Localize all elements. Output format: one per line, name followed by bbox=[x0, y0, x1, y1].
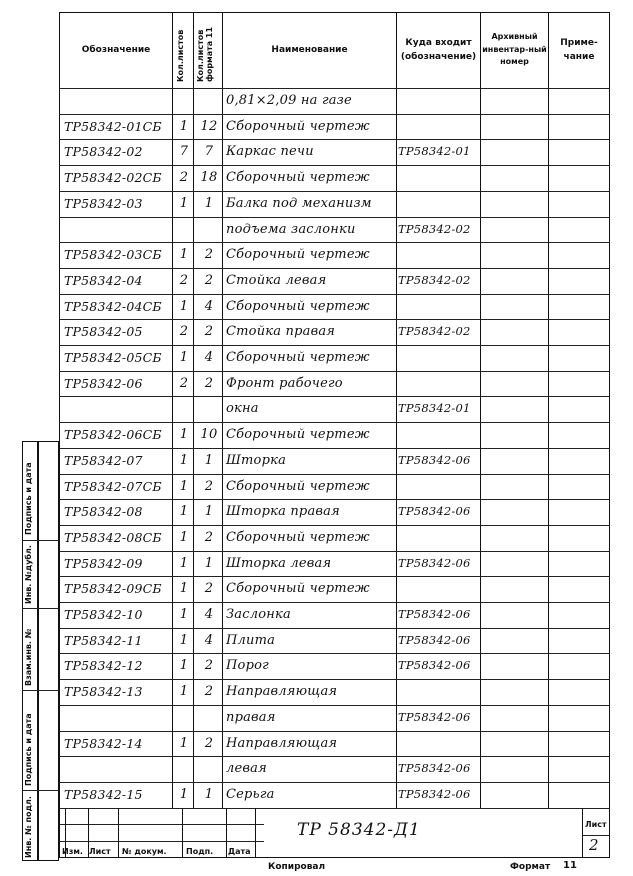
cell-parent bbox=[398, 423, 478, 446]
cell-name: Балка под механизм bbox=[226, 195, 372, 211]
cell-n1: 1 bbox=[179, 581, 189, 597]
cell-parent bbox=[398, 372, 478, 395]
side-label-inv-dup: Инв. №дубл. bbox=[24, 545, 33, 604]
cell-n1: 1 bbox=[179, 195, 189, 211]
cell-n2 bbox=[197, 89, 221, 112]
cell-code: ТР58342-06 bbox=[64, 375, 143, 391]
cell-n1: 1 bbox=[179, 118, 189, 134]
cell-parent: ТР58342-06 bbox=[398, 504, 471, 519]
cell-name: правая bbox=[226, 709, 276, 725]
stamp-line bbox=[59, 824, 264, 825]
stamp-divider bbox=[226, 808, 227, 858]
cell-name: Сборочный чертеж bbox=[226, 427, 370, 443]
cell-n2: 4 bbox=[204, 632, 214, 648]
cell-n2 bbox=[197, 706, 221, 729]
cell-n1: 1 bbox=[179, 427, 189, 443]
side-divider bbox=[22, 608, 59, 609]
stamp-divider bbox=[118, 808, 119, 858]
cell-n1: 2 bbox=[179, 375, 189, 391]
cell-name: Заслонка bbox=[226, 607, 291, 622]
cell-parent bbox=[398, 680, 478, 703]
footer-format-label: Формат bbox=[510, 862, 551, 872]
stamp-podp: Подп. bbox=[186, 847, 214, 856]
cell-n2 bbox=[197, 218, 221, 241]
stamp-sheet-no: 2 bbox=[589, 836, 600, 854]
stamp-doc-no: № докум. bbox=[122, 847, 167, 856]
side-label-inv-orig: Инв. № подл. bbox=[24, 796, 33, 858]
cell-code: ТР58342-02 bbox=[64, 144, 143, 160]
cell-n2: 2 bbox=[204, 478, 214, 494]
stamp-date: Дата bbox=[228, 847, 251, 856]
stamp-sheet-label: Лист bbox=[585, 820, 607, 829]
cell-n1 bbox=[176, 757, 192, 780]
cell-code: ТР58342-09СБ bbox=[64, 581, 162, 597]
footer-format-value: 11 bbox=[563, 860, 577, 871]
cell-name: Фронт рабочего bbox=[226, 375, 343, 391]
cell-n2: 2 bbox=[204, 272, 214, 288]
cell-n1: 1 bbox=[179, 452, 189, 468]
cell-code: ТР58342-12 bbox=[64, 658, 143, 674]
cell-n1: 1 bbox=[179, 735, 189, 751]
cell-parent bbox=[398, 526, 478, 549]
cell-n1: 7 bbox=[179, 144, 189, 160]
header-sheets-format: Кол.листов формата 11 bbox=[196, 26, 214, 82]
cell-name: Шторка bbox=[226, 452, 287, 468]
cell-parent bbox=[398, 192, 478, 215]
cell-name: левая bbox=[226, 761, 267, 777]
cell-parent bbox=[398, 577, 478, 600]
cell-parent: ТР58342-06 bbox=[398, 786, 471, 801]
cell-name: Стойка правая bbox=[226, 324, 336, 340]
cell-code: ТР58342-04 bbox=[64, 272, 143, 288]
cell-code: ТР58342-08СБ bbox=[64, 529, 162, 545]
cell-n2: 2 bbox=[204, 581, 214, 597]
side-label-sign-date-bottom: Подпись и дата bbox=[24, 713, 33, 786]
cell-parent: ТР58342-06 bbox=[398, 761, 471, 776]
header-name: Наименование bbox=[271, 44, 348, 55]
cell-code: ТР58342-03 bbox=[64, 195, 143, 211]
stamp-divider bbox=[255, 808, 256, 858]
cell-n1: 2 bbox=[179, 324, 189, 340]
stamp-line bbox=[59, 841, 264, 842]
cell-name: Сборочный чертеж bbox=[226, 298, 370, 314]
footer-copied: Копировал bbox=[268, 862, 326, 872]
cell-n1: 1 bbox=[179, 555, 189, 571]
cell-n2: 2 bbox=[204, 529, 214, 545]
cell-n1 bbox=[176, 397, 192, 420]
cell-name: Направляющая bbox=[226, 735, 338, 751]
cell-parent bbox=[398, 346, 478, 369]
cell-n1 bbox=[176, 706, 192, 729]
cell-n2: 2 bbox=[204, 247, 214, 263]
cell-parent: ТР58342-06 bbox=[398, 607, 471, 621]
cell-n2: 2 bbox=[204, 684, 214, 700]
cell-n1 bbox=[176, 89, 192, 112]
side-label-sign-date-top: Подпись и дата bbox=[24, 462, 33, 535]
stamp-list: Лист bbox=[89, 847, 111, 856]
cell-name: Шторка левая bbox=[226, 555, 332, 571]
cell-code: ТР58342-05СБ bbox=[64, 350, 162, 365]
cell-n1: 1 bbox=[179, 298, 189, 314]
cell-code: ТР58342-11 bbox=[64, 632, 143, 648]
cell-name: Плита bbox=[226, 632, 276, 648]
header-archive: Архивный инвентар-ный номер bbox=[482, 31, 547, 67]
cell-parent: ТР58342-01 bbox=[398, 144, 471, 159]
cell-n1 bbox=[176, 218, 192, 241]
cell-n1: 1 bbox=[179, 658, 189, 674]
cell-code: ТР58342-07СБ bbox=[64, 478, 162, 494]
cell-parent: ТР58342-01 bbox=[398, 401, 471, 416]
cell-parent bbox=[398, 732, 478, 755]
cell-parent: ТР58342-02 bbox=[398, 324, 471, 339]
cell-parent bbox=[398, 295, 478, 318]
cell-n1: 1 bbox=[179, 607, 189, 622]
cell-n1: 1 bbox=[179, 350, 189, 365]
cell-parent: ТР58342-06 bbox=[398, 452, 471, 467]
cell-n2: 4 bbox=[204, 607, 214, 622]
cell-code: ТР58342-03СБ bbox=[64, 247, 162, 263]
cell-code bbox=[64, 218, 172, 241]
cell-parent: ТР58342-06 bbox=[398, 632, 471, 647]
cell-parent: ТР58342-06 bbox=[398, 709, 471, 724]
cell-n1: 2 bbox=[179, 272, 189, 288]
cell-n2: 2 bbox=[204, 658, 214, 674]
cell-n1: 1 bbox=[179, 247, 189, 263]
cell-n2 bbox=[197, 397, 221, 420]
cell-code: ТР58342-15 bbox=[64, 786, 143, 802]
cell-name: окна bbox=[226, 401, 259, 417]
header-used-in: Куда входит (обозначение) bbox=[400, 37, 477, 62]
cell-code: ТР58342-06СБ bbox=[64, 427, 162, 443]
cell-n2: 2 bbox=[204, 324, 214, 340]
header-sheets-count: Кол.листов bbox=[176, 29, 185, 82]
col-divider bbox=[193, 12, 194, 808]
cell-name: Сборочный чертеж bbox=[226, 170, 370, 186]
cell-name: Сборочный чертеж bbox=[226, 529, 370, 545]
cell-parent: ТР58342-06 bbox=[398, 658, 471, 673]
cell-code bbox=[64, 89, 172, 112]
side-label-replace-inv: Взам.инв. № bbox=[24, 628, 33, 686]
cell-parent: ТР58342-02 bbox=[398, 272, 471, 287]
side-divider bbox=[22, 690, 59, 691]
cell-code: ТР58342-14 bbox=[64, 735, 143, 751]
stamp-divider bbox=[582, 808, 583, 858]
cell-parent bbox=[398, 243, 478, 266]
cell-code: ТР58342-04СБ bbox=[64, 298, 162, 314]
cell-parent bbox=[398, 166, 478, 189]
cell-n2: 1 bbox=[204, 195, 214, 211]
cell-name: Шторка правая bbox=[226, 504, 340, 520]
stamp-top-line bbox=[59, 808, 610, 809]
cell-n2: 2 bbox=[204, 375, 214, 391]
cell-code: ТР58342-09 bbox=[64, 555, 143, 571]
col-divider bbox=[222, 12, 223, 808]
stamp-izm: Изм. bbox=[62, 847, 83, 856]
cell-code: ТР58342-05 bbox=[64, 324, 143, 340]
cell-code: ТР58342-08 bbox=[64, 504, 143, 520]
col-divider bbox=[548, 12, 549, 808]
cell-parent bbox=[398, 89, 478, 112]
side-divider bbox=[22, 540, 59, 541]
cell-n2: 2 bbox=[204, 735, 214, 751]
cell-name: Стойка левая bbox=[226, 272, 327, 288]
cell-name: Порог bbox=[226, 658, 269, 674]
cell-parent: ТР58342-02 bbox=[398, 221, 471, 236]
cell-code bbox=[64, 706, 172, 729]
cell-n2: 1 bbox=[204, 452, 214, 468]
cell-n2: 12 bbox=[200, 118, 218, 134]
cell-n1: 1 bbox=[179, 478, 189, 494]
cell-parent: ТР58342-06 bbox=[398, 555, 471, 570]
cell-n2: 1 bbox=[204, 555, 214, 571]
cell-name: Сборочный чертеж bbox=[226, 350, 370, 365]
col-divider bbox=[480, 12, 481, 808]
cell-name: Каркас печи bbox=[226, 144, 314, 160]
cell-n2: 4 bbox=[204, 298, 214, 314]
cell-name: Серьга bbox=[226, 786, 275, 802]
cell-n2: 1 bbox=[204, 786, 214, 802]
cell-n2: 10 bbox=[200, 427, 218, 443]
cell-name: Сборочный чертеж bbox=[226, 247, 370, 263]
cell-name: 0,81×2,09 на газе bbox=[226, 93, 352, 108]
cell-n2: 7 bbox=[204, 144, 214, 160]
cell-code: ТР58342-07 bbox=[64, 452, 143, 468]
header-designation: Обозначение bbox=[81, 44, 151, 55]
cell-code: ТР58342-02СБ bbox=[64, 170, 162, 186]
cell-code: ТР58342-10 bbox=[64, 607, 143, 622]
cell-n2: 4 bbox=[204, 350, 214, 365]
col-divider bbox=[396, 12, 397, 808]
cell-n1: 2 bbox=[179, 170, 189, 186]
cell-code: ТР58342-13 bbox=[64, 684, 143, 700]
doc-code: ТР 58342-Д1 bbox=[297, 820, 421, 840]
cell-n2: 1 bbox=[204, 504, 214, 520]
cell-parent bbox=[398, 475, 478, 498]
cell-name: Сборочный чертеж bbox=[226, 581, 370, 597]
cell-parent bbox=[398, 115, 478, 138]
stamp-divider bbox=[182, 808, 183, 858]
cell-code bbox=[64, 397, 172, 420]
cell-n1: 1 bbox=[179, 529, 189, 545]
cell-n1: 1 bbox=[179, 632, 189, 648]
cell-code: ТР58342-01СБ bbox=[64, 118, 162, 134]
cell-name: подъема заслонки bbox=[226, 221, 356, 237]
cell-n1: 1 bbox=[179, 786, 189, 802]
cell-n1: 1 bbox=[179, 504, 189, 520]
cell-code bbox=[64, 757, 172, 780]
side-divider bbox=[22, 790, 59, 791]
cell-name: Сборочный чертеж bbox=[226, 118, 370, 134]
cell-n1: 1 bbox=[179, 684, 189, 700]
cell-name: Сборочный чертеж bbox=[226, 478, 370, 494]
cell-n2 bbox=[197, 757, 221, 780]
side-strip-inner bbox=[38, 441, 59, 861]
cell-name: Направляющая bbox=[226, 684, 338, 700]
cell-n2: 18 bbox=[200, 170, 218, 186]
header-note: Приме-чание bbox=[560, 37, 598, 62]
col-divider bbox=[172, 12, 173, 808]
